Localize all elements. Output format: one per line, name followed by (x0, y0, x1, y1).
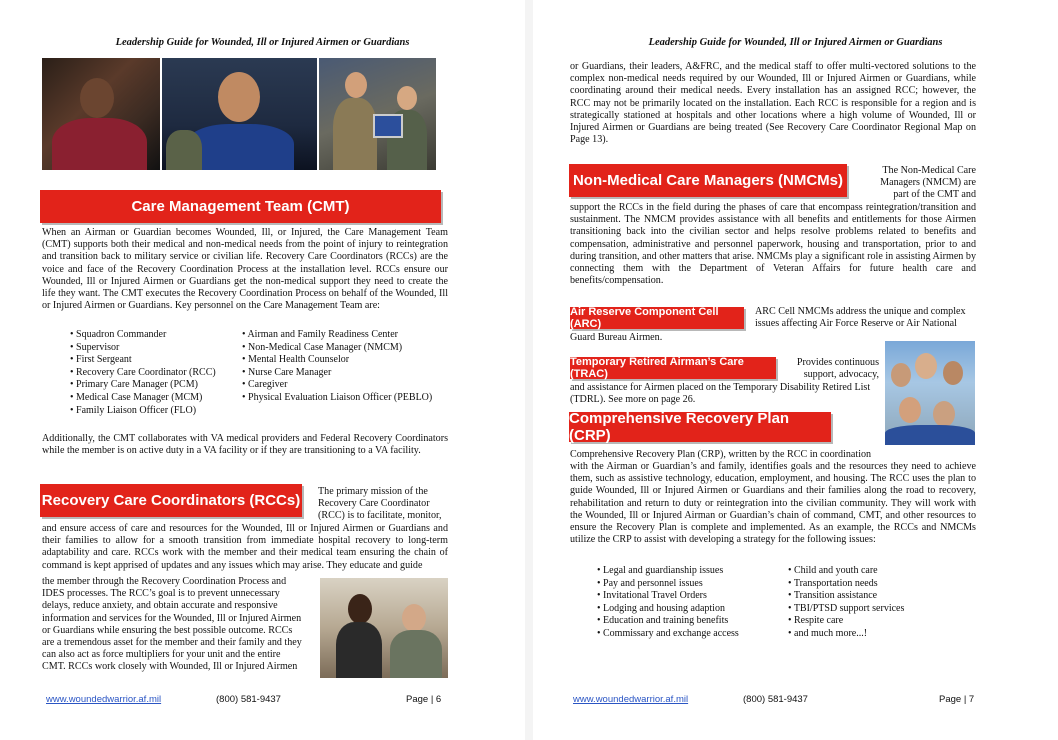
list-item: • and much more...! (788, 628, 968, 641)
cmt-heading: Care Management Team (CMT) (40, 190, 441, 223)
list-item: • Mental Health Counselor (242, 354, 452, 367)
list-item: • Nurse Care Manager (242, 367, 452, 380)
crp-issues-list-1 (597, 565, 797, 641)
running-header: Leadership Guide for Wounded, Ill or Injured Airmen or Guardians (648, 37, 943, 48)
list-item: • Education and training benefits (597, 615, 797, 628)
list-item: • Transition assistance (788, 590, 968, 603)
footer-phone: (800) 581-9437 (743, 694, 808, 705)
photo-family-hug (42, 58, 160, 170)
text-line: Managers (NMCM) are (880, 177, 976, 189)
cmt-additional: Additionally, the CMT collaborates with VA medical providers and Federal Recovery Coordinators while the member is on active duty in a VA facility or if they are transitioning to a VA facility. (42, 433, 448, 457)
list-item: • Supervisor (70, 342, 240, 355)
list-item: • Invitational Travel Orders (597, 590, 797, 603)
footer-phone: (800) 581-9437 (216, 694, 281, 705)
footer-left (46, 694, 446, 705)
text-line: support, advocacy, (803, 369, 879, 381)
list-item: • Transportation needs (788, 578, 968, 591)
left-page (0, 0, 525, 740)
crp-first-line: Comprehensive Recovery Plan (CRP), written by the RCC in coordination (570, 449, 872, 460)
list-item: • Family Liaison Officer (FLO) (70, 405, 240, 418)
text-line: part of the CMT and (893, 189, 976, 201)
photo-award-ceremony (319, 58, 436, 170)
page-spine (525, 0, 533, 740)
list-item: • Respite care (788, 615, 968, 628)
footer-right (573, 694, 1003, 705)
trac-heading: Temporary Retired Airman’s Care (TRAC) (570, 357, 776, 379)
list-item: • Squadron Commander (70, 329, 240, 342)
list-item: • Non-Medical Case Manager (NMCM) (242, 342, 452, 355)
cmt-personnel-list-1 (70, 329, 240, 417)
text-line: the member through the Recovery Coordination Process and (42, 576, 287, 587)
arc-tail: Guard Bureau Airmen. (570, 332, 663, 343)
list-item: • Recovery Care Coordinator (RCC) (70, 367, 240, 380)
text-line: The primary mission of the (318, 486, 428, 497)
page-number: Page | 7 (939, 694, 975, 705)
photo-rcc-meeting (320, 578, 448, 678)
trac-tail: and assistance for Airmen placed on the Temporary Disability Retired List (TDRL). See more on page 26. (570, 382, 871, 406)
rcc-side-text (318, 486, 453, 523)
crp-issues-list-2 (788, 565, 968, 641)
list-item: • Physical Evaluation Liaison Officer (PEBLO) (242, 392, 452, 405)
text-line: Recovery Care Coordinator (318, 498, 430, 510)
website-link[interactable]: www.woundedwarrior.af.mil (46, 694, 162, 705)
list-item: • Child and youth care (788, 565, 968, 578)
rcc-heading: Recovery Care Coordinators (RCCs) (40, 484, 302, 517)
running-header: Leadership Guide for Wounded, Ill or Injured Airmen or Guardians (115, 37, 410, 48)
text-line: (RCC) is to facilitate, monitor, (318, 510, 442, 522)
photo-airman-portrait (162, 58, 317, 170)
website-link[interactable]: www.woundedwarrior.af.mil (573, 694, 689, 705)
text-line: issues affecting Air Force Reserve or Air National (755, 318, 957, 330)
text-line: The Non-Medical Care (882, 165, 976, 176)
list-item: • Legal and guardianship issues (597, 565, 797, 578)
text-line: or Guardians while ensuring the best possible outcome. RCCs (42, 624, 293, 636)
list-item: • Primary Care Manager (PCM) (70, 379, 240, 392)
nmcm-side-text (858, 165, 976, 202)
list-item: • Pay and personnel issues (597, 578, 797, 591)
photo-group-selfie (885, 341, 975, 445)
crp-body: with the Airman or Guardian’s and family, identifies goals and the resources they need to achieve them, such as assistive technology, education, employment, and housing. The RCC uses the plan to guide Wounded, Ill or Injured Airmen or Guardians and their families along the road to recovery, rehabilitation and return to duty or reintegration into the civilian community. They will work with the Wounded, Ill or Injured Airman or Guardian’s chain of command, CMT, and other resources to ensure the Recovery Plan is complete and implemented. As an example, the RCCs and NMCMs utilize the CRP to assist with developing a strategy for the following issues: (570, 461, 976, 546)
text-line: information and services for the Wounded, Ill or Injured Airmen (42, 612, 302, 624)
list-item: • Lodging and housing adaption (597, 603, 797, 616)
cmt-personnel-list-2 (242, 329, 452, 405)
list-item: • Airman and Family Readiness Center (242, 329, 452, 342)
page-number: Page | 6 (406, 694, 442, 705)
list-item: • Medical Case Manager (MCM) (70, 392, 240, 405)
text-line: IDES processes. The RCC’s goal is to prevent unnecessary (42, 588, 280, 600)
nmcm-heading: Non-Medical Care Managers (NMCMs) (569, 164, 847, 197)
text-line: ARC Cell NMCMs address the unique and complex (755, 306, 966, 317)
rcc-continued: or Guardians, their leaders, A&FRC, and the medical staff to offer multi-vectored solutions to the complex non-medical needs required by our Wounded, Ill or Injured Airmen or Guardians, while coordinating around their medical needs. Every installation has an assigned RCC; however, the RCC may not be primarily located on the installation. Each RCC is responsible for a region and is strategically stationed at hospitals and other locations where a high volume of Wounded, Ill or Injured Airmen or Guardians are being treated (See Recovery Care Coordinator Regional Map on Page 13). (570, 61, 976, 146)
arc-heading: Air Reserve Component Cell (ARC) (570, 307, 744, 329)
cmt-body: When an Airman or Guardian becomes Wounded, Ill, or Injured, the Care Management Team (CMT) supports both their medical and non-medical needs from the point of injury to reintegration and transition back to military service or civilian life. Recovery Care Coordinators (RCCs) are the voice and face of the Recovery Coordination Process at the installation level. RCCs ensure our Wounded, Ill or Injured Airmen or Guardians get the non-medical support they need to create the life they want. The CMT executes the Recovery Coordination Process on behalf of the Wounded, Ill or Injured Airmen or Guardians. Key personnel on the Care Management Team are: (42, 227, 448, 312)
right-page (533, 0, 1058, 740)
arc-side-text (755, 306, 977, 330)
nmcm-body: support the RCCs in the field during the phases of care that encompass reintegration/transition and sustainment. The NMCM provides assistance with all benefits and entitlements for those Airmen transitioning back into the civilian sector and helps resolve problems related to benefits and compensation, administrative and personnel paperwork, housing and transportation, prior to and during transition, and other matters that arise. NMCMs play a significant role in assisting Airmen by connecting them with the Department of Veteran Affairs for future health care and benefits/compensation. (570, 202, 976, 287)
crp-heading: Comprehensive Recovery Plan (CRP) (569, 412, 831, 442)
text-line: are a tremendous asset for the member and their family and they (42, 637, 302, 649)
text-line: delays, reduce anxiety, and obtain accurate and responsive (42, 600, 278, 612)
text-line: can also act as force multipliers for your unit and the entire (42, 649, 281, 661)
rcc-body: and ensure access of care and resources for the Wounded, Ill or Injured Airmen or Guardians and their families to allow for a smooth transition from immediate hospital recovery to long-term adaptability and care. RCCs work with the member and their medical team ensuring the chain of command is kept apprised of updates and any issues which may arise. They educate and guide (42, 523, 448, 571)
list-item: • Commissary and exchange access (597, 628, 797, 641)
text-line: CMT. RCCs work closely with Wounded, Ill or Injured Airmen (42, 661, 298, 673)
trac-side-text (783, 357, 879, 381)
rcc-body-narrow (42, 576, 316, 674)
list-item: • Caregiver (242, 379, 452, 392)
list-item: • First Sergeant (70, 354, 240, 367)
text-line: Provides continuous (796, 357, 879, 368)
list-item: • TBI/PTSD support services (788, 603, 968, 616)
